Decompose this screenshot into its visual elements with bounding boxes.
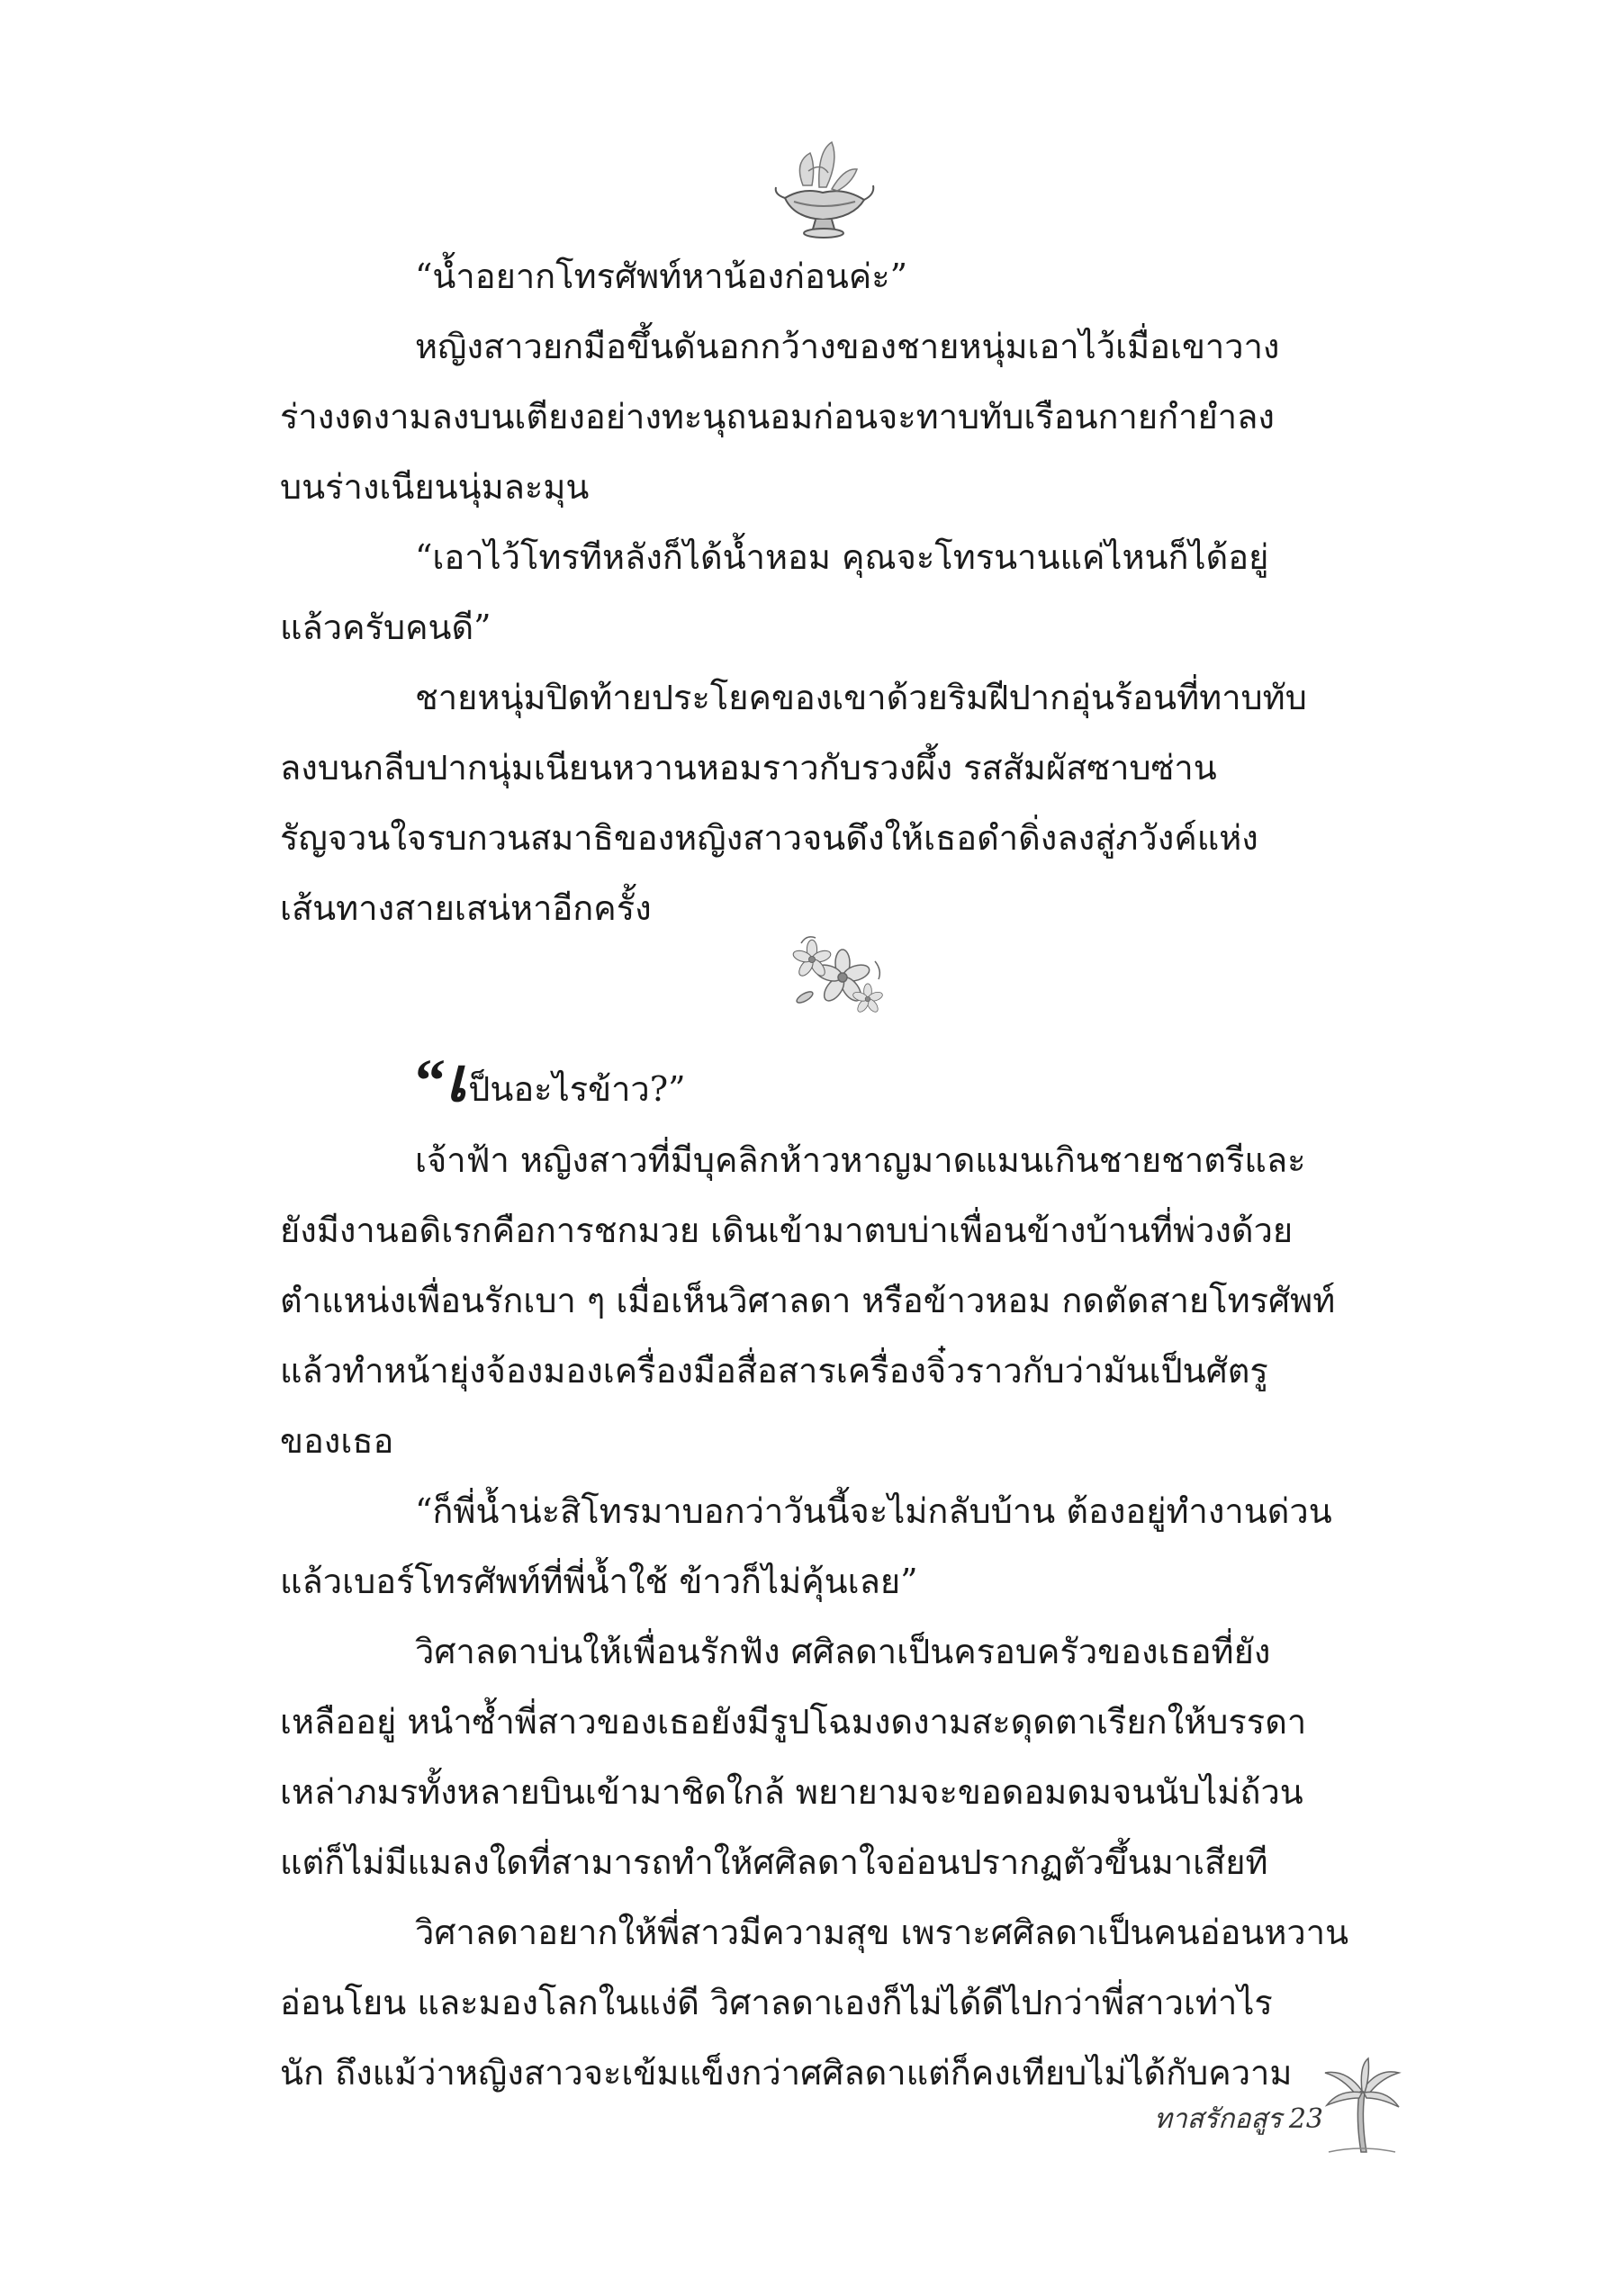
paragraph-line: แล้วเบอร์โทรศัพท์ที่พี่น้ำใช้ ข้าวก็ไม่คุ้นเลย” [280,1562,918,1601]
paragraph-line: แต่ก็ไม่มีแมลงใดที่สามารถทำให้ศศิลดาใจอ่อนปรากฏตัวขึ้นมาเสียที [280,1842,1268,1882]
book-title: ทาสรักอสูร [1154,2103,1282,2135]
paragraph-line: รัญจวนใจรบกวนสมาธิของหญิงสาวจนดึงให้เธอดำดิ่งลงสู่ภวังค์แห่ง [280,818,1258,858]
teapot-lamp-icon [767,135,879,241]
paragraph-line: ตำแหน่งเพื่อนรักเบา ๆ เมื่อเห็นวิศาลดา หรือข้าวหอม กดตัดสายโทรศัพท์ [280,1281,1336,1320]
opening-line [280,1035,1416,1125]
paragraph-line: เหลืออยู่ หนำซ้ำพี่สาวของเธอยังมีรูปโฉมงดงามสะดุดตาเรียกให้บรรดา [280,1702,1307,1742]
paragraph-line: อ่อนโยน และมองโลกในแง่ดี วิศาลดาเองก็ไม่ได้ดีไปกว่าพี่สาวเท่าไร [280,1983,1273,2022]
paragraph-first-line: วิศาลดาอยากให้พี่สาวมีความสุข เพราะศศิลดาเป็นคนอ่อนหวาน [415,1913,1349,1952]
palm-tree-icon [1320,2057,1402,2156]
paragraph-first-line: หญิงสาวยกมือขึ้นดันอกกว้างของชายหนุ่มเอาไว้เมื่อเขาวาง [415,327,1280,366]
paragraph-line: เหล่าภมรทั้งหลายบินเข้ามาชิดใกล้ พยายามจะขอดอมดมจนนับไม่ถ้วน [280,1772,1303,1812]
paragraph-line: เส้นทางสายเสน่หาอีกครั้ง [280,888,652,928]
page-number: 23 [1288,2103,1323,2135]
paragraph-first-line: วิศาลดาบ่นให้เพื่อนรักฟัง ศศิลดาเป็นครอบครัวของเธอที่ยัง [415,1632,1271,1671]
paragraph-first-line: ชายหนุ่มปิดท้ายประโยคของเขาด้วยริมฝีปากอุ่นร้อนที่ทาบทับ [415,678,1307,717]
drop-cap-quote: “ [415,1046,446,1114]
paragraph-line: ยังมีงานอดิเรกคือการชกมวย เดินเข้ามาตบบ่าเพื่อนข้างบ้านที่พ่วงด้วย [280,1211,1294,1250]
paragraph-line: แล้วครับคนดี” [280,608,491,647]
paragraph-first-line: “ก็พี่น้ำน่ะสิโทรมาบอกว่าวันนี้จะไม่กลับบ้าน ต้องอยู่ทำงานด่วน [415,1491,1332,1531]
paragraph-first-line: “เอาไว้โทรทีหลังก็ได้น้ำหอม คุณจะโทรนานแค่ไหนก็ได้อยู่ [415,537,1269,577]
paragraph-line: บนร่างเนียนนุ่มละมุน [280,467,590,507]
paragraph-line: ร่างงดงามลงบนเตียงอย่างทะนุถนอมก่อนจะทาบทับเรือนกายกำยำลง [280,397,1275,437]
flower-icon [785,925,888,1020]
drop-cap-letter: เ [446,1046,467,1114]
section-1-text [280,241,1416,943]
dialogue-line: “น้ำอยากโทรศัพท์หาน้องก่อนค่ะ” [415,257,908,296]
opening-line-text: ป็นอะไรข้าว?” [468,1069,686,1109]
paragraph-line: แล้วทำหน้ายุ่งจ้องมองเครื่องมือสื่อสารเครื่องจิ๋วราวกับว่ามันเป็นศัตรู [280,1351,1268,1391]
section-2-text [280,1035,1416,2108]
page-footer [1130,2097,1323,2142]
paragraph-line: ลงบนกลีบปากนุ่มเนียนหวานหอมราวกับรวงผึ้ง รสสัมผัสซาบซ่าน [280,748,1217,788]
paragraph-first-line: เจ้าฟ้า หญิงสาวที่มีบุคลิกห้าวหาญมาดแมนเกินชายชาตรีและ [415,1140,1306,1180]
paragraph-line: นัก ถึงแม้ว่าหญิงสาวจะเข้มแข็งกว่าศศิลดาแต่ก็คงเทียบไม่ได้กับความ [280,2053,1293,2093]
paragraph-line: ของเธอ [280,1421,394,1461]
